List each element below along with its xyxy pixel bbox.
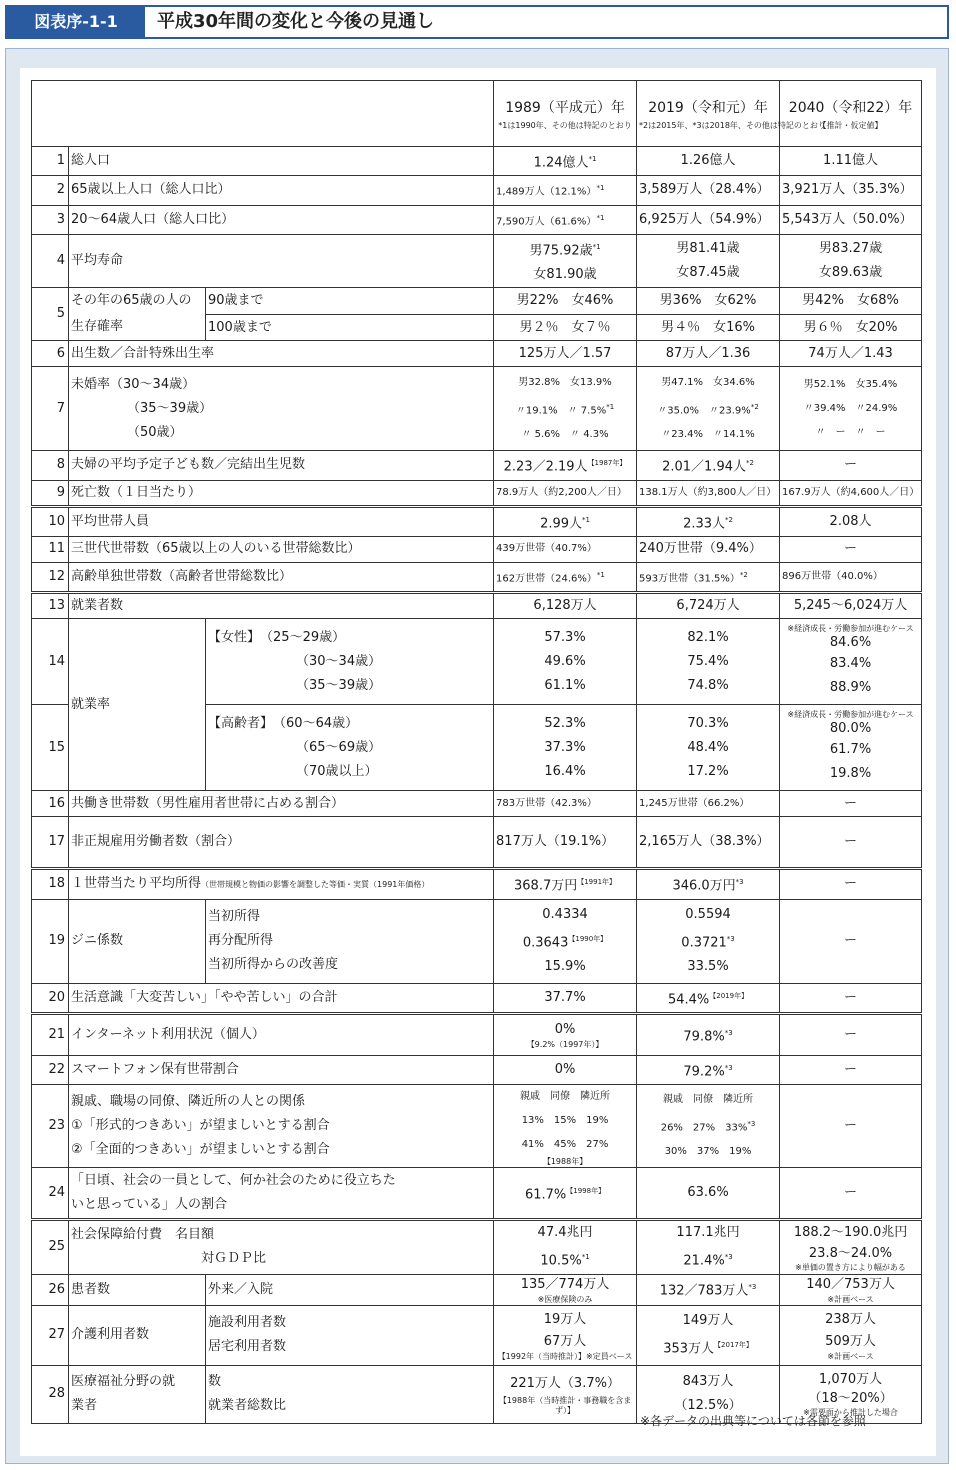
table-row: 100歳まで 男２％ 女７％ 男４％ 女16% 男６％ 女20% — [32, 314, 922, 341]
table-row: 16 共働き世帯数（男性雇用者世帯に占める割合） 783万世帯（42.3%） 1,245万世帯（66.2%） ー — [32, 791, 922, 817]
table-row: 6 出生数／合計特殊出生率 125万人／1.57 87万人／1.36 74万人／1.43 — [32, 341, 922, 367]
table-row: 4 平均寿命 男75.92歳$^{*1}$ 女81.90歳 男81.41歳 女87.45歳 男83.27歳 女89.63歳 — [32, 234, 922, 287]
table-row: 19 ジニ係数 当初所得 再分配所得 当初所得からの改善度 0.4334 $0.3643^{【1990年】}$ 15.9% 0.5594 0.3721$^{*3}$ 33.5% ー — [32, 899, 922, 983]
col-2040: 2040（令和22）年 【推計・仮定値】 — [780, 81, 922, 147]
table-row: 7 未婚率（30～34歳） （35～39歳） （50歳） 男32.8% 女13.9% 〃19.1% 〃 7.5%$^{*1}$ 〃 5.6% 〃 4.3% 男47.1% 女34.6% 〃35.0% 〃23.9%$^{*2}$ 〃23.4% 〃14.1% 男52.1% 女35.4% 〃39.4% 〃24.9% 〃 ー 〃 ー — [32, 367, 922, 451]
figure-title: 平成30年間の変化と今後の見通し — [157, 11, 435, 32]
table-row: 11 三世代世帯数（65歳以上の人のいる世帯総数比） 439万世帯（40.7%） 240万世帯（9.4%） ー — [32, 536, 922, 562]
table-row: 8 夫婦の平均予定子ども数／完結出生児数 2.23／2.19人$^{【1987年】}$ 2.01／1.94人$^{*2}$ ー — [32, 451, 922, 480]
table-row: 23 親戚、職場の同僚、隣近所の人との関係 ①「形式的つきあい」が望ましいとする割合 ②「全面的つきあい」が望ましいとする割合 親戚 同僚 隣近所 13% 15% 19% 41% 45% 27% 【1988年】 親戚 同僚 隣近所 26% 27% 33%$^{*3}$ 30% 37% 19% ー — [32, 1085, 922, 1168]
table-row: 3 20～64歳人口（総人口比） 7,590万人$(61.6\%)^{*1}$ 6,925万人（54.9%） 5,543万人（50.0%） — [32, 205, 922, 234]
col-2019: 2019（令和元）年 *2は2015年、*3は2018年、その他は特記のとおり — [637, 81, 780, 147]
figure-label: 図表序-1-1 — [7, 7, 145, 37]
table-row: 28 医療福祉分野の就 業者 数 就業者総数比 221万人（3.7%） 【1988年（当時推計・事務職を含まず）】 843万人 （12.5%） 1,070万人 （18～20%） ※需要面から推計した場合 — [32, 1365, 922, 1423]
table-row: 14 就業率 【女性】 （25～29歳） （30～34歳） （35～39歳） 57.3% 49.6% 61.1% 82.1% 75.4% 74.8% ※経済成長・労働参加が進むケース 84.6% 83.4% 88.9% — [32, 619, 922, 705]
table-row: 10 平均世帯人員 2.99人$^{*1}$ 2.33人$^{*2}$ 2.08人 — [32, 506, 922, 536]
data-table — [31, 80, 922, 1424]
table-row: 27 介護利用者数 施設利用者数 居宅利用者数 19万人 67万人 【1992年（当時推計）】※定員ベース 149万人 353万人$^{【2017年】}$ 238万人 509万人 ※計画ベース — [32, 1305, 922, 1365]
table-row: 24 「日頃、社会の一員として、何か社会のために役立ちた いと思っている」人の割合 61.7%$^{【1998年】}$ 63.6% ー — [32, 1168, 922, 1220]
table-row: 18 １世帯当たり平均所得（世帯規模と物価の影響を調整した等価・実質（1991年価格） 368.7万円$^{【1991年】}$ 346.0万円$^{*3}$ ー — [32, 869, 922, 899]
table-row: 12 高齢単独世帯数（高齢者世帯総数比） 162万世帯$(24.6\%)^{*1}$ 593万世帯$(31.5\%)^{*2}$ 896万世帯（40.0%） — [32, 562, 922, 592]
table-header-row — [32, 81, 922, 147]
table-row: 2 65歳以上人口（総人口比） 1,489万人$(12.1\%)^{*1}$ 3,589万人（28.4%） 3,921万人（35.3%） — [32, 176, 922, 205]
table-row: 13 就業者数 6,128万人 6,724万人 5,245～6,024万人 — [32, 593, 922, 619]
table-row: 15 【高齢者】 （60～64歳） （65～69歳） （70歳以上） 52.3% 37.3% 16.4% 70.3% 48.4% 17.2% ※経済成長・労働参加が進むケース 80.0% 61.7% 19.8% — [32, 705, 922, 791]
figure-header — [5, 5, 949, 39]
table-row: 26 患者数 外来／入院 135／774万人 ※医療保険のみ 132／783万人$^{*3}$ 140／753万人 ※計画ベース — [32, 1274, 922, 1305]
table-row: 5 その年の65歳の人の生存確率 90歳まで 男22% 女46% 男36% 女62% 男42% 女68% — [32, 288, 922, 315]
table-row: 1 総人口 1.24億人$^{*1}$ 1.26億人 1.11億人 — [32, 147, 922, 176]
table-row: 25 社会保障給付費 名目額 対ＧＤＰ比 47.4兆円 10.5%$^{*1}$ 117.1兆円 21.4%$^{*3}$ 188.2～190.0兆円 23.8～24.0% ※単価の置き方により幅がある — [32, 1220, 922, 1274]
table-row: 22 スマートフォン保有世帯割合 0% 79.2%$^{*3}$ ー — [32, 1055, 922, 1084]
table-row: 17 非正規雇用労働者数（割合） 817万人（19.1%） 2,165万人（38.3%） ー — [32, 817, 922, 869]
table-row: 9 死亡数（１日当たり） 78.9万人（約2,200人／日） 138.1万人（約3,800人／日） 167.9万人（約4,600人／日） — [32, 480, 922, 506]
table-row: 20 生活意識「大変苦しい」「やや苦しい」の合計 37.7% 54.4%$^{【2019年】}$ ー — [32, 983, 922, 1013]
table-row: 21 インターネット利用状況（個人） 0% 【9.2%（1997年）】 79.8%$^{*3}$ ー — [32, 1013, 922, 1055]
footnote: ※各データの出典等については各節を参照 — [640, 1414, 866, 1428]
col-1989: 1989（平成元）年 *1は1990年、その他は特記のとおり — [494, 81, 637, 147]
